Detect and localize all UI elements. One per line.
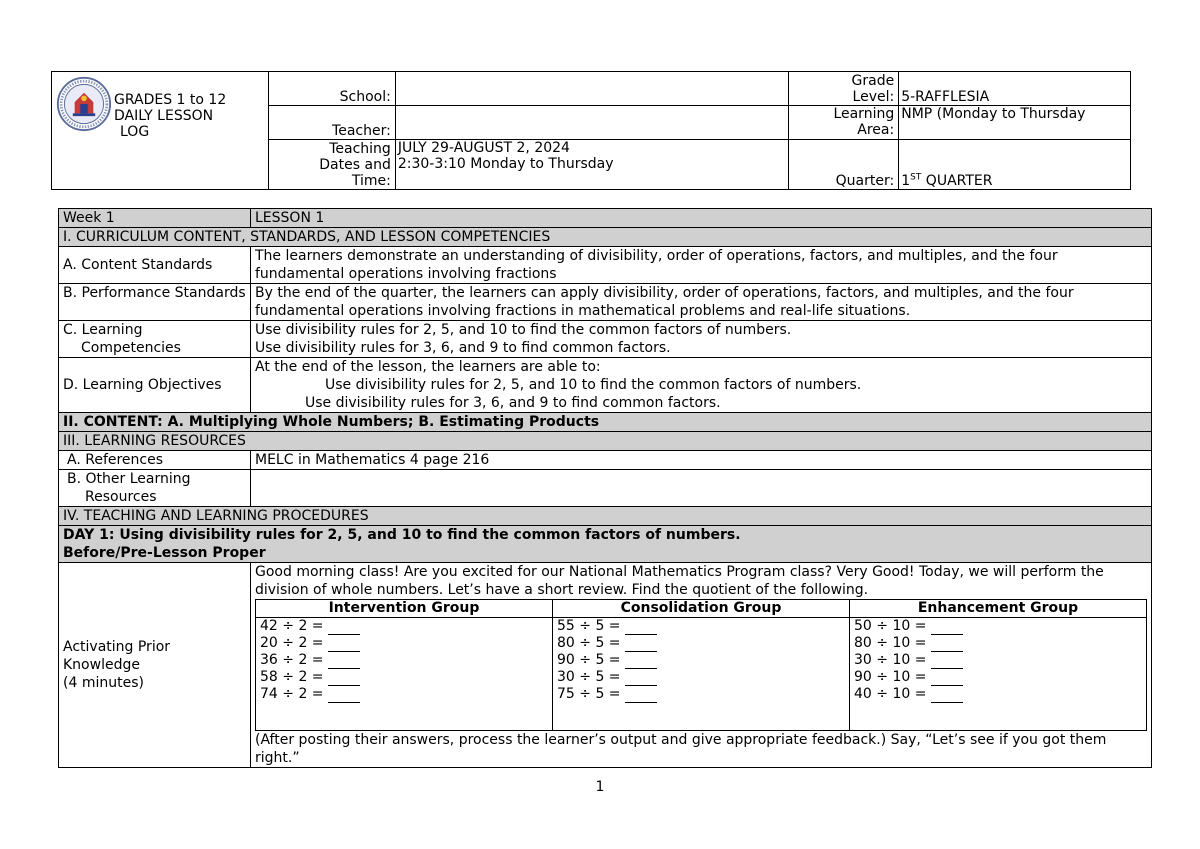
- answer-blank[interactable]: [328, 637, 360, 652]
- learning-competencies-label: C. Learning Competencies: [59, 321, 251, 358]
- content-standards-text: The learners demonstrate an understanding of divisibility, order of operations, factors, and multiples, and the four fundamental operations involving fractions: [251, 247, 1152, 284]
- activating-label-line: (4 minutes): [63, 675, 144, 691]
- grade-level-field[interactable]: 5-RAFFLESIA: [899, 72, 1131, 106]
- grade-level-label: [789, 72, 899, 106]
- answer-blank[interactable]: [931, 671, 963, 686]
- objective-line: Use divisibility rules for 2, 5, and 10 to find the common factors of numbers.: [325, 377, 862, 393]
- grade-label-line: Level:: [852, 89, 895, 105]
- day1-title: DAY 1: Using divisibility rules for 2, 5, and 10 to find the common factors of numbers.: [63, 527, 741, 543]
- exercise-item: 74 ÷ 2 =: [260, 686, 548, 703]
- activating-prior-knowledge-label: [59, 563, 251, 768]
- section-heading-procedures: IV. TEACHING AND LEARNING PROCEDURES: [59, 507, 1152, 526]
- group-header-enhancement: Enhancement Group: [850, 600, 1147, 618]
- answer-blank[interactable]: [931, 637, 963, 652]
- dates-label-line: Teaching: [329, 141, 391, 157]
- intervention-items: [256, 618, 553, 731]
- competency-line: Use divisibility rules for 2, 5, and 10 to find the common factors of numbers.: [255, 322, 792, 338]
- learning-objectives-text: [251, 358, 1152, 413]
- group-header-consolidation: Consolidation Group: [553, 600, 850, 618]
- day1-subtitle: Before/Pre-Lesson Proper: [63, 545, 266, 561]
- exercise-item: 50 ÷ 10 =: [854, 618, 1142, 635]
- dates-value-line: JULY 29-AUGUST 2, 2024: [397, 140, 570, 156]
- activating-intro: Good morning class! Are you excited for our National Mathematics Program class? Very Good! Today, we will perform the division of whole numbers. Let’s have a short review. Find the quotient of the following.: [255, 564, 1104, 598]
- other-resources-label: B. Other Learning Resources: [59, 470, 251, 507]
- answer-blank[interactable]: [625, 620, 657, 635]
- page-number: 1: [595, 779, 605, 795]
- answer-blank[interactable]: [931, 620, 963, 635]
- exercise-item: 75 ÷ 5 =: [557, 686, 845, 703]
- area-label-line: Learning: [833, 106, 895, 122]
- answer-blank[interactable]: [625, 688, 657, 703]
- area-label-line: Area:: [857, 122, 895, 138]
- exercise-item: 20 ÷ 2 =: [260, 635, 548, 652]
- learning-competencies-text: [251, 321, 1152, 358]
- section-heading-content: II. CONTENT: A. Multiplying Whole Numbers; B. Estimating Products: [59, 413, 1152, 432]
- lesson-table: [58, 208, 1152, 768]
- activating-outro: (After posting their answers, process the learner’s output and give appropriate feedback.) Say, “Let’s see if you got them right.”: [255, 732, 1107, 766]
- quarter-suffix: ST: [910, 172, 922, 183]
- doc-title-line: DAILY LESSON: [114, 108, 214, 124]
- objective-line: At the end of the lesson, the learners are able to:: [255, 359, 601, 375]
- quarter-number: 1: [901, 173, 911, 189]
- group-header-intervention: Intervention Group: [256, 600, 553, 618]
- school-label: School:: [268, 72, 395, 106]
- competency-line: Use divisibility rules for 3, 6, and 9 to find common factors.: [255, 340, 671, 356]
- grade-label-line: Grade: [851, 73, 895, 89]
- answer-blank[interactable]: [328, 671, 360, 686]
- header-table: [51, 71, 1131, 190]
- header-logo-cell: [52, 72, 269, 190]
- quarter-text: QUARTER: [921, 173, 993, 189]
- performance-standards-label: B. Performance Standards: [59, 284, 251, 321]
- teaching-dates-label: [268, 140, 395, 190]
- groups-table: [255, 599, 1147, 731]
- answer-blank[interactable]: [328, 620, 360, 635]
- answer-blank[interactable]: [625, 637, 657, 652]
- answer-blank[interactable]: [328, 654, 360, 669]
- exercise-item: 36 ÷ 2 =: [260, 652, 548, 669]
- section-heading-curriculum: I. CURRICULUM CONTENT, STANDARDS, AND LESSON COMPETENCIES: [59, 228, 1152, 247]
- performance-standards-text: By the end of the quarter, the learners can apply divisibility, order of operations, factors, and multiples, and the four fundamental operations involving fractions in mathematical problems and real-life situations.: [251, 284, 1152, 321]
- objective-line: Use divisibility rules for 3, 6, and 9 to find common factors.: [305, 395, 721, 411]
- exercise-item: 30 ÷ 5 =: [557, 669, 845, 686]
- lesson-cell: LESSON 1: [251, 209, 1152, 228]
- exercise-item: 40 ÷ 10 =: [854, 686, 1142, 703]
- week-cell: Week 1: [59, 209, 251, 228]
- quarter-field[interactable]: [899, 140, 1131, 190]
- exercise-item: 58 ÷ 2 =: [260, 669, 548, 686]
- section-heading-resources: III. LEARNING RESOURCES: [59, 432, 1152, 451]
- teaching-dates-field[interactable]: [395, 140, 788, 190]
- answer-blank[interactable]: [625, 654, 657, 669]
- answer-blank[interactable]: [328, 688, 360, 703]
- content-standards-label: A. Content Standards: [59, 247, 251, 284]
- answer-blank[interactable]: [625, 671, 657, 686]
- activating-label-line: Activating Prior: [63, 639, 171, 655]
- doc-title-line: LOG: [120, 124, 150, 140]
- exercise-item: 55 ÷ 5 =: [557, 618, 845, 635]
- quarter-label: Quarter:: [789, 140, 899, 190]
- exercise-item: 80 ÷ 10 =: [854, 635, 1142, 652]
- exercise-item: 90 ÷ 10 =: [854, 669, 1142, 686]
- learning-area-field[interactable]: NMP (Monday to Thursday: [899, 106, 1131, 140]
- doc-title: [114, 92, 226, 140]
- answer-blank[interactable]: [931, 654, 963, 669]
- exercise-item: 30 ÷ 10 =: [854, 652, 1142, 669]
- teacher-field[interactable]: [395, 106, 788, 140]
- exercise-item: 90 ÷ 5 =: [557, 652, 845, 669]
- consolidation-items: [553, 618, 850, 731]
- deped-seal-icon: [56, 76, 112, 132]
- teacher-label: Teacher:: [268, 106, 395, 140]
- learning-objectives-label: D. Learning Objectives: [59, 358, 251, 413]
- activating-label-line: Knowledge: [63, 657, 140, 673]
- dates-value-line: 2:30-3:10 Monday to Thursday: [397, 156, 614, 172]
- doc-title-line: GRADES 1 to 12: [114, 92, 227, 108]
- references-label: A. References: [59, 451, 251, 470]
- dates-label-line: Time:: [351, 173, 391, 189]
- exercise-item: 42 ÷ 2 =: [260, 618, 548, 635]
- references-text: MELC in Mathematics 4 page 216: [251, 451, 1152, 470]
- activating-prior-knowledge-content: [251, 563, 1152, 768]
- other-resources-text: [251, 470, 1152, 507]
- answer-blank[interactable]: [931, 688, 963, 703]
- school-field[interactable]: [395, 72, 788, 106]
- learning-area-label: [789, 106, 899, 140]
- enhancement-items: [850, 618, 1147, 731]
- exercise-item: 80 ÷ 5 =: [557, 635, 845, 652]
- dates-label-line: Dates and: [319, 157, 391, 173]
- day1-heading: [59, 526, 1152, 563]
